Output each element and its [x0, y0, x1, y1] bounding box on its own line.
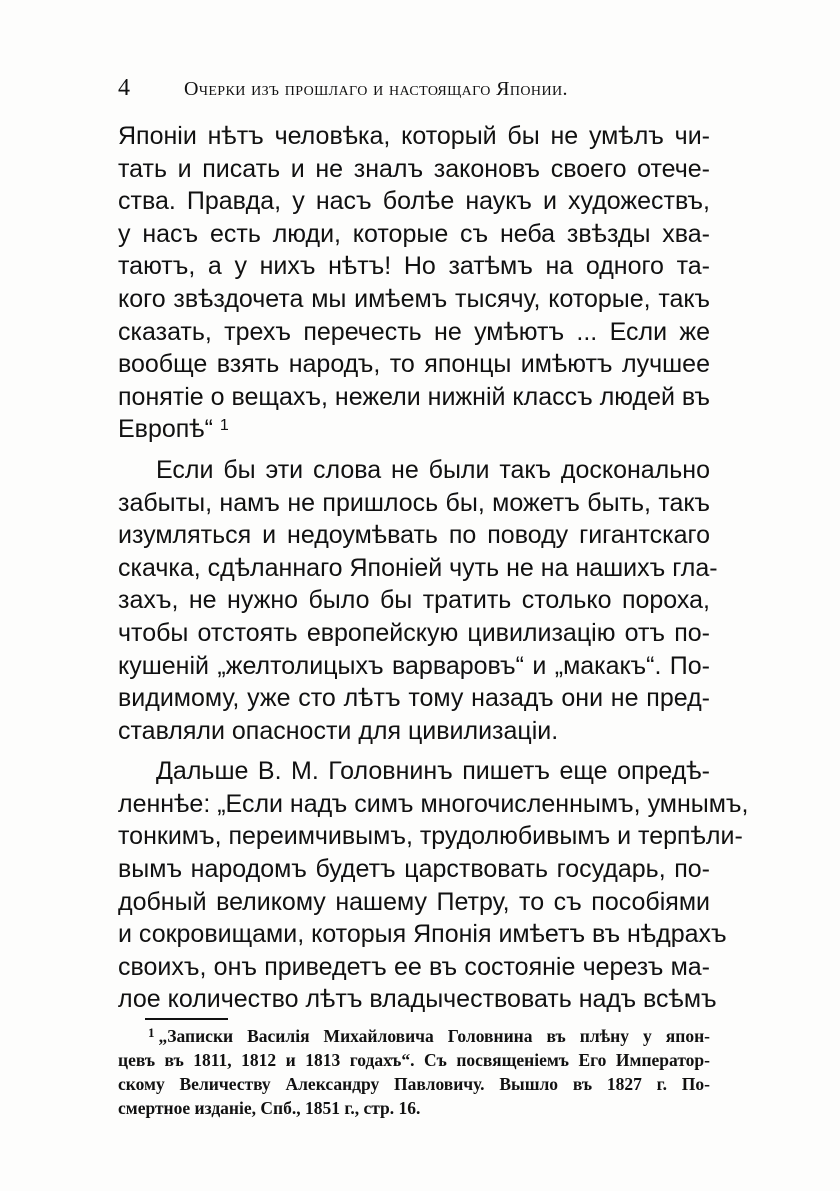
text-line: Японіи нѣтъ человѣка, который бы не умѣлъ чи- — [118, 122, 710, 150]
paragraph — [118, 755, 749, 1016]
text-line: у насъ есть люди, которые съ неба звѣзды хва- — [118, 219, 710, 248]
text-line: тонкимъ, переимчивымъ, трудолюбивымъ и терпѣли- — [118, 822, 743, 851]
text-line: понятіе о вещахъ, нежели нижній классъ людей въ — [118, 382, 710, 411]
text-line: ставляли опасности для цивилизаціи. — [118, 716, 559, 745]
text-line: ства. Правда, у насъ болѣе наукъ и художествъ, — [118, 187, 710, 216]
text-line: Дальше В. М. Головнинъ пишетъ еще опредѣ- — [156, 757, 710, 786]
text-line: вымъ народомъ будетъ царствовать государь, по- — [118, 855, 710, 884]
text-line: захъ, не нужно было бы тратить столько пороха, — [118, 586, 710, 615]
text-line: Если бы эти слова не были такъ досконально — [156, 455, 710, 484]
page-number: 4 — [118, 75, 131, 101]
text-line: и сокровищами, которыя Японія имѣетъ въ нѣдрахъ — [118, 920, 727, 949]
text-line: кушеній „желтолицыхъ варваровъ“ и „макакъ“. По- — [118, 651, 710, 680]
text-line: тать и писать и не зналъ законовъ своего отече- — [118, 154, 710, 183]
paragraph — [118, 120, 710, 446]
footnote-separator — [145, 1018, 228, 1020]
footnote — [118, 1024, 710, 1120]
footnote-line: смертное изданіе, Спб., 1851 г., стр. 16. — [118, 1098, 421, 1118]
text-line: чтобы отстоять европейскую цивилизацію отъ по- — [118, 618, 710, 647]
text-line: изумляться и недоумѣвать по поводу гигантскаго — [118, 521, 710, 550]
body-text — [118, 120, 749, 1016]
text-line: таютъ, а у нихъ нѣтъ! Но затѣмъ на одного та- — [118, 252, 710, 281]
text-line: видимому, уже сто лѣтъ тому назадъ они не пред- — [118, 684, 710, 713]
page-header — [118, 75, 638, 109]
footnote-marker: 1 — [148, 1025, 155, 1040]
text-line: вообще взять народъ, то японцы имѣютъ лучшее — [118, 350, 710, 379]
paragraph — [118, 454, 718, 747]
text-line-with-footnote — [118, 413, 710, 446]
footnote-reference: 1 — [219, 417, 229, 435]
text-line: Европѣ“ — [118, 415, 213, 444]
footnote-line: цевъ въ 1811, 1812 и 1813 годахъ“. Съ посвященіемъ Его Император- — [118, 1050, 710, 1070]
text-line: сказать, трехъ перечесть не умѣютъ ... Если же — [118, 317, 710, 346]
footnote-text: „Записки Василія Михайловича Головнина въ плѣну у япон- — [158, 1026, 710, 1046]
text-line: добный великому нашему Петру, то съ пособіями — [118, 887, 710, 916]
footnote-line: скому Величеству Александру Павловичу. Вышло въ 1827 г. По- — [118, 1074, 710, 1094]
text-line: кого звѣздочета мы имѣемъ тысячу, которые, такъ — [118, 284, 710, 313]
running-title: Очерки изъ прошлаго и настоящаго Японии. — [184, 78, 568, 100]
footnote-line — [118, 1024, 710, 1048]
text-line: скачка, сдѣланнаго Японіей чуть не на нашихъ гла- — [118, 553, 718, 582]
text-line: забыты, намъ не пришлось бы, можетъ быть, такъ — [118, 488, 710, 517]
text-line: лое количество лѣтъ владычествовать надъ всѣмъ — [118, 985, 717, 1014]
text-line: своихъ, онъ приведетъ ее въ состояніе черезъ ма- — [118, 952, 710, 981]
paragraph-gap — [118, 446, 710, 454]
text-line: леннѣе: „Если надъ симъ многочисленнымъ, умнымъ, — [118, 789, 749, 818]
paragraph-gap — [118, 747, 710, 755]
footnotes — [118, 1024, 710, 1120]
